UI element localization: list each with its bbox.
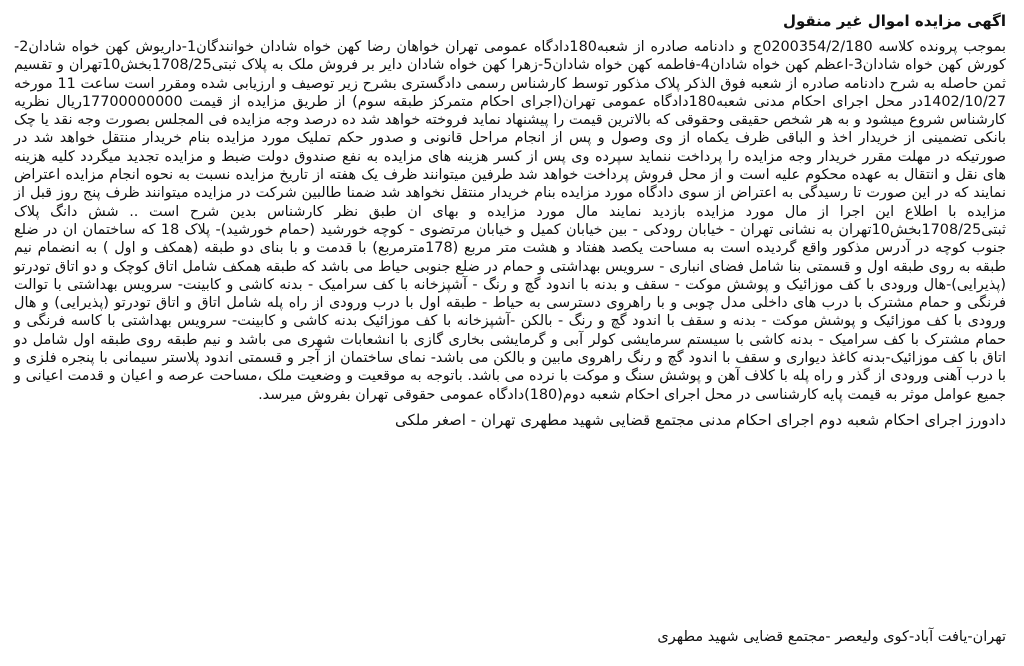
- notice-title: اگهی مزایده اموال غیر منقول: [782, 12, 1006, 30]
- notice-address: تهران-یافت آباد-کوی ولیعصر -مجتمع قضایی شهید مطهری: [657, 629, 1006, 645]
- notice-body: بموجب پرونده کلاسه 0200354/2/180ج و دادنامه صادره از شعبه180دادگاه عمومی تهران خواهان رضا کهن خواه شادان خوانندگان1-داریوش کهن خواه شادان2-کورش کهن خواه شادان3-اعظم کهن خواه شادان4-فاطمه کهن خواه شادان5-زهرا کهن خواه شادان دایر بر فروش ملک به پلاک ثبتی1708/25بخش10تهران و تقسیم ثمن حاصله به شرح دادنامه صادره از شعبه فوق الذکر پلاک مذکور توسط کارشناس رسمی دادگستری بشرح زیر توصیف و ارزیابی شده ومقرر است ساعت 11 مورخه 1402/10/27در محل اجرای احکام مدنی شعبه180دادگاه عمومی تهران(اجرای احکام متمرکز طبقه سوم) از طریق مزایده از قیمت 17700000000ریال نظریه کارشناس شروع میشود و به هر شخص حقیقی وحقوقی که بالاترین قیمت را پیشنهاد نماید فروخته خواهد شد ده درصد وجه مزایده فی المجلس بصورت وجه نقد یا چک بانکی تضمینی از خریدار اخذ و الباقی ظرف یکماه از وی وصول و پس از انجام مراحل قانونی و صدور حکم تملیک مورد مزایده بنام خریدار منتقل خواهد شد در صورتیکه در مهلت مقرر خریدار وجه مزایده را پرداخت ننماید سپرده وی پس از کسر هزینه های مزایده به نفع صندوق دولت ضبط و مزایده تجدید میگردد کلیه هزینه های نقل و انتقال به عهده محکوم علیه است و از محل فروش پرداخت خواهد شد طرفین میتوانند ظرف یک هفته از تاریخ مزایده نسبت به نحوه انجام مزایده اعتراض نمایند که در این صورت تا رسیدگی به اعتراض از سوی دادگاه مورد مزایده بنام خریدار منتقل نخواهد شد ضمنا طالبین شرکت در مزایده میتوانند ظرف پنج روز قبل از مزایده با اطلاع این اجرا از مال مورد مزایده بازدید نمایند مال مورد مزایده و بهای ان طبق نظر کارشناس بدین شرح است .. شش دانگ پلاک ثبتی1708/25بخش10تهران به نشانی تهران - خیابان رودکی - بین خیابان کمیل و خیابان مرتضوی - کوچه خورشید (حمام خورشید)- پلاک 18 که ساختمان ان در ضلع جنوب کوچه در آدرس مذکور واقع گردیده است به مساحت یکصد هفتاد و هشت متر مربع (178مترمربع) با قدمت و با بنای دو طبقه (همکف و اول ) به انضمام نیم طبقه به روی طبقه اول و قسمتی بنا شامل فضای انباری - سرویس بهداشتی و حمام در ضلع جنوبی حیاط می باشد که طبقه همکف شامل اتاق کوچک و دو اتاق تودرتو (پذیرایی)-هال ورودی با کف موزائیک و پوشش موکت - سقف و بدنه با اندود گچ و رنگ - آشپزخانه با کف سرامیک - بدنه کاشی و کابینت- سرویس بهداشتی با توالت فرنگی و حمام مشترک با درب های داخلی مدل چوبی و با راهروی دسترسی به حیاط - طبقه اول با درب ورودی از راه پله شامل اتاق و اتاق تودرتو (پذیرایی) و هال ورودی با کف موزائیک و پوشش موکت - بدنه و سقف با اندود گچ و رنگ - بالکن -آشپزخانه با کف موزائیک بدنه کاشی و کابینت- سرویس بهداشتی با کاسه فرنگی و حمام مشترک با کف سرامیک - بدنه کاشی با سیستم سرمایشی کولر آبی و گرمایشی بخاری گازی با انشعابات شهری می باشد و نیم طبقه روی طبقه اول شامل دو اتاق با کف موزائیک-بدنه کاغذ دیواری و سقف با اندود گچ و رنگ راهروی مابین و بالکن می باشد- نمای ساختمان از آجر و قسمتی اندود پلاستر سیمانی با پنجره فلزی و با درب آهنی ورودی از گذر و راه پله با کلاف آهن و پوشش سنگ و موکت با نرده می باشد. باتوجه به موقعیت و وضعیت ملک ،مساحت عرصه و اعیان و قدمت اعیانی و جمیع عوامل موثر به قیمت پایه کارشناسی در محل اجرای احکام شعبه دوم(180)دادگاه عمومی حقوقی تهران بفروش میرسد.: [14, 39, 1006, 403]
- notice-signature: دادورز اجرای احکام شعبه دوم اجرای احکام مدنی مجتمع قضایی شهید مطهری تهران - اصغر ملکی: [394, 410, 1006, 429]
